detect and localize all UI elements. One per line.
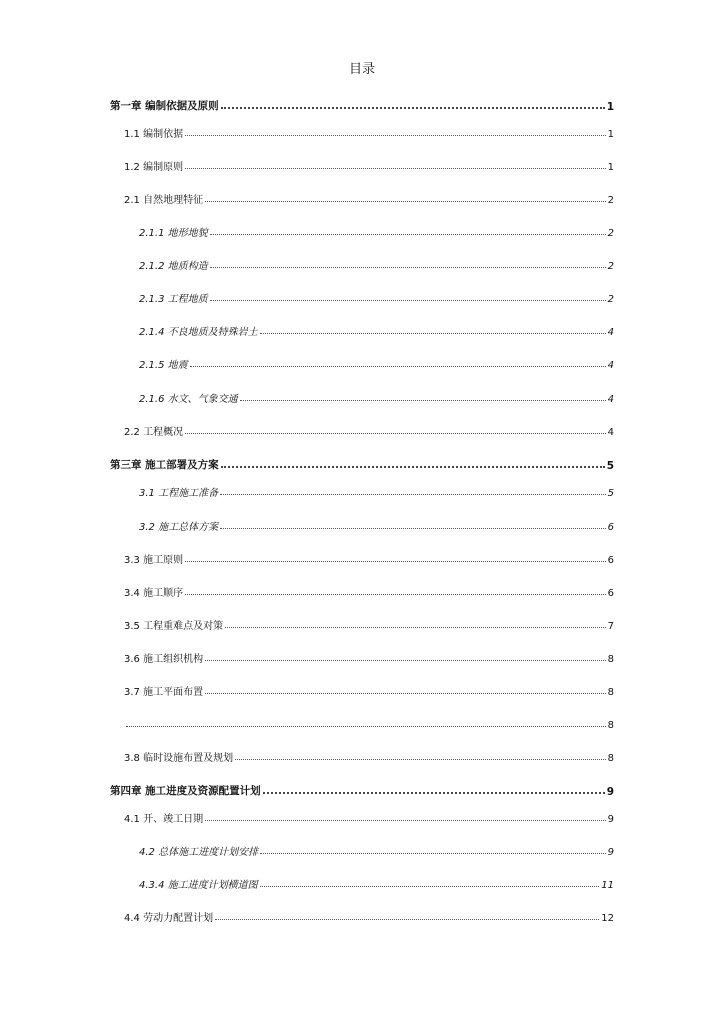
- toc-entry-label: 3.2 施工总体方案: [139, 522, 219, 533]
- toc-entry-page: 4: [607, 327, 614, 338]
- toc-entry[interactable]: [139, 483, 614, 499]
- toc-entry-label: 第四章 施工进度及资源配置计划: [110, 785, 261, 797]
- toc-entry-label: 2.1 自然地理特征: [124, 195, 204, 206]
- toc-entry-page: 4: [607, 360, 614, 371]
- toc-entry-label: 3.6 施工组织机构: [124, 654, 204, 665]
- toc-entry-page: 8: [607, 720, 614, 731]
- dot-leader: [185, 134, 606, 136]
- toc-entry[interactable]: [139, 223, 614, 239]
- dot-leader: [185, 432, 606, 434]
- dot-leader: [221, 106, 605, 109]
- toc-entry[interactable]: [139, 322, 614, 338]
- toc-entry-label: 2.1.1 地形地貌: [139, 228, 208, 239]
- dot-leader: [215, 918, 599, 920]
- toc-entry-label: 4.2 总体施工进度计划安排: [139, 847, 259, 858]
- toc-entry[interactable]: [124, 908, 614, 924]
- toc-entry-page: 7: [607, 621, 614, 632]
- toc-entry[interactable]: [124, 422, 614, 438]
- toc-entry-page: 2: [607, 261, 614, 272]
- toc-entry[interactable]: [124, 682, 614, 698]
- toc-entry-label: 3.3 施工原则: [124, 555, 184, 566]
- toc-entry-label: 2.2 工程概况: [124, 427, 184, 438]
- toc-entry-label: 4.1 开、竣工日期: [124, 814, 204, 825]
- dot-leader: [185, 593, 606, 595]
- dot-leader: [235, 758, 606, 760]
- dot-leader: [185, 167, 606, 169]
- toc-entry-page: 9: [607, 814, 614, 825]
- toc-entry[interactable]: [139, 389, 614, 405]
- toc-entry-label: 1.1 编制依据: [124, 129, 184, 140]
- toc-entry[interactable]: [124, 616, 614, 632]
- dot-leader: [225, 626, 606, 628]
- toc-entry-label: 2.1.6 水文、气象交通: [139, 394, 238, 405]
- toc-entry[interactable]: [139, 289, 614, 305]
- toc-entry[interactable]: [139, 875, 614, 891]
- toc-title: 目录: [348, 62, 375, 77]
- toc-entry-page: 9: [607, 847, 614, 858]
- dot-leader: [220, 493, 606, 495]
- toc-entry-label: 第三章 施工部署及方案: [110, 459, 219, 471]
- dot-leader: [260, 332, 606, 334]
- toc-entry[interactable]: [124, 715, 614, 731]
- toc-entry-page: 8: [607, 654, 614, 665]
- toc-entry[interactable]: [139, 517, 614, 533]
- toc-entry-page: 1: [607, 129, 614, 140]
- toc-entry-page: 4: [607, 394, 614, 405]
- toc-entry-page: 5: [607, 488, 614, 499]
- dot-leader: [260, 852, 606, 854]
- dot-leader: [260, 885, 600, 887]
- toc-entry-label: 3.5 工程重难点及对策: [124, 621, 224, 632]
- dot-leader: [205, 659, 606, 661]
- toc-entry-label: 3.4 施工顺序: [124, 588, 184, 599]
- toc-entry[interactable]: [124, 748, 614, 764]
- toc-entry-label: 2.1.3 工程地质: [139, 294, 208, 305]
- dot-leader: [210, 266, 606, 268]
- dot-leader: [126, 725, 606, 727]
- toc-entry-label: 1.2 编制原则: [124, 162, 184, 173]
- dot-leader: [263, 791, 605, 794]
- dot-leader: [205, 819, 606, 821]
- toc-entry-page: 2: [607, 294, 614, 305]
- dot-leader: [185, 560, 606, 562]
- toc-entry[interactable]: [124, 550, 614, 566]
- toc-entry-page: 1: [606, 101, 614, 113]
- toc-entry-label: 2.1.4 不良地质及特殊岩土: [139, 327, 258, 338]
- toc-entry[interactable]: [124, 809, 614, 825]
- toc-entry[interactable]: [124, 190, 614, 206]
- dot-leader: [221, 465, 605, 468]
- toc-entry-page: 2: [607, 195, 614, 206]
- toc-entry-label: 3.7 施工平面布置: [124, 687, 204, 698]
- toc-entry-label: 4.4 劳动力配置计划: [124, 913, 214, 924]
- toc-entry-page: 8: [607, 687, 614, 698]
- toc-entry[interactable]: [139, 256, 614, 272]
- toc-entry[interactable]: [110, 782, 614, 798]
- toc-entry-label: 3.1 工程施工准备: [139, 488, 219, 499]
- toc-entry[interactable]: [124, 583, 614, 599]
- toc-entry-page: 12: [601, 913, 614, 924]
- toc-entry-label: 4.3.4 施工进度计划横道图: [139, 880, 258, 891]
- dot-leader: [190, 365, 606, 367]
- toc-entry-label: 2.1.2 地质构造: [139, 261, 208, 272]
- dot-leader: [220, 527, 606, 529]
- toc-entry-label: 2.1.5 地震: [139, 360, 188, 371]
- toc-entry[interactable]: [124, 124, 614, 140]
- toc-entry-page: 4: [607, 427, 614, 438]
- toc-entry-label: 3.8 临时设施布置及规划: [124, 753, 234, 764]
- toc-entry[interactable]: [124, 649, 614, 665]
- dot-leader: [205, 692, 606, 694]
- dot-leader: [210, 233, 606, 235]
- toc-entry-page: 5: [606, 460, 614, 472]
- dot-leader: [240, 399, 606, 401]
- toc-entry[interactable]: [139, 355, 614, 371]
- toc-entry-page: 9: [606, 786, 614, 798]
- toc-entry[interactable]: [124, 157, 614, 173]
- toc-entry-page: 6: [607, 588, 614, 599]
- toc-entry-page: 1: [607, 162, 614, 173]
- toc-entry-page: 6: [607, 555, 614, 566]
- toc-entry-page: 11: [601, 880, 614, 891]
- toc-entry[interactable]: [110, 97, 614, 113]
- toc-entry-label: 第一章 编制依据及原则: [110, 100, 219, 112]
- toc-entry-page: 6: [607, 522, 614, 533]
- toc-entry[interactable]: [139, 842, 614, 858]
- toc-entry-page: 2: [607, 228, 614, 239]
- dot-leader: [205, 200, 606, 202]
- toc-entry-page: 8: [607, 753, 614, 764]
- toc-entry[interactable]: [110, 456, 614, 472]
- dot-leader: [210, 299, 606, 301]
